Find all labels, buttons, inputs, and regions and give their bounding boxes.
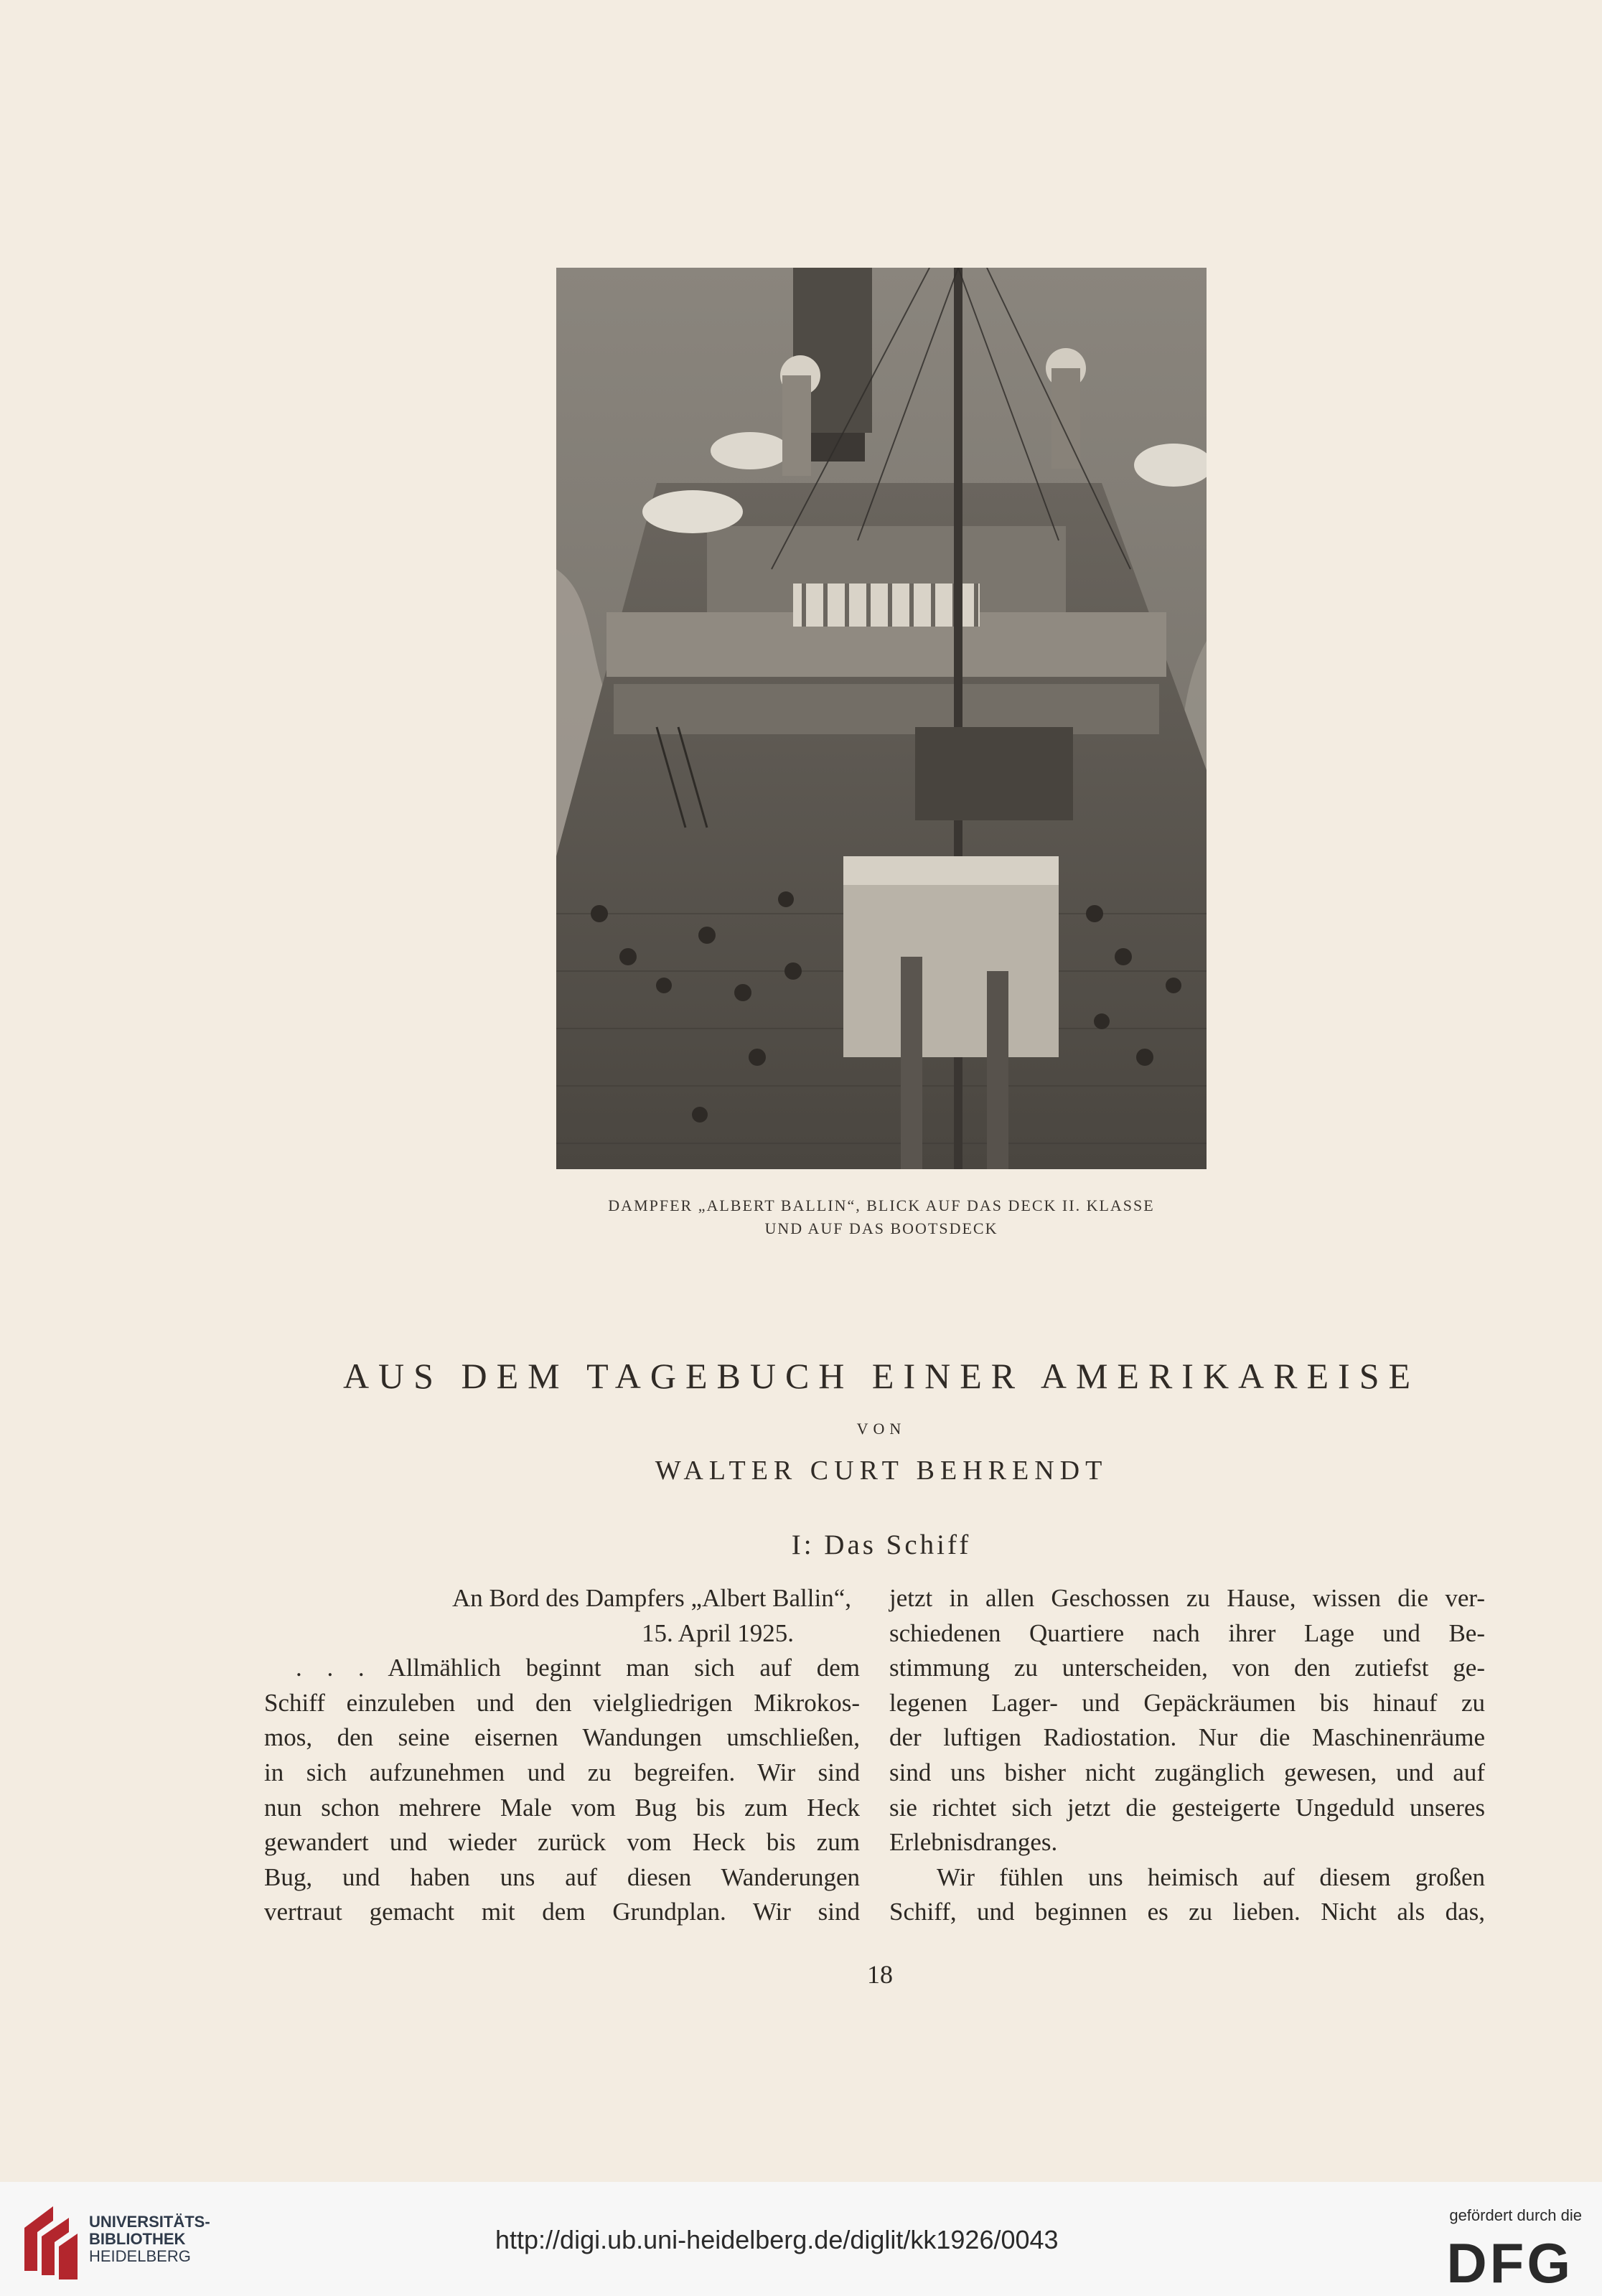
text-line: stimmung zu unterscheiden, von den zutiefst ge-: [889, 1654, 1485, 1682]
text-column-right: [889, 1581, 1485, 1930]
text-line: Schiff, und beginnen es zu lieben. Nicht als das,: [889, 1898, 1485, 1926]
text-line: schiedenen Quartiere nach ihrer Lage und Be-: [889, 1618, 1485, 1647]
text-line: legenen Lager- und Gepäckräumen bis hinauf zu: [889, 1688, 1485, 1717]
text-line: Schiff einzuleben und den vielgliedrigen Mikrokos-: [264, 1688, 860, 1717]
text-line: Bug, und haben uns auf diesen Wanderungen: [264, 1862, 860, 1891]
digitization-footer: [0, 2182, 1602, 2296]
ship-deck-photograph: [556, 268, 1207, 1169]
section-heading: I: Das Schiff: [791, 1529, 972, 1560]
library-name-line-2: BIBLIOTHEK: [89, 2230, 186, 2248]
article-title: AUS DEM TAGEBUCH EINER AMERIKAREISE: [342, 1356, 1420, 1396]
library-logo-icon: [17, 2199, 82, 2279]
byline-von: VON: [856, 1420, 907, 1438]
text-line: sind uns bisher nicht zugänglich gewesen, und auf: [889, 1758, 1485, 1786]
figure-caption: [502, 1194, 1260, 1240]
library-name-line-1: UNIVERSITÄTS-: [89, 2213, 210, 2231]
text-line: Erlebnisdranges.: [889, 1828, 1058, 1857]
dateline-date: 15. April 1925.: [642, 1618, 794, 1647]
ship-deck-photo-illustration: [556, 268, 1207, 1169]
text-line: gewandert und wieder zurück vom Heck bis zum: [264, 1828, 860, 1857]
text-line: in sich aufzunehmen und zu begreifen. Wir sind: [264, 1758, 860, 1786]
text-line: jetzt in allen Geschossen zu Hause, wissen die ver-: [889, 1584, 1485, 1612]
library-name-line-3: HEIDELBERG: [89, 2247, 191, 2265]
source-url-link[interactable]: http://digi.ub.uni-heidelberg.de/diglit/kk1926/0043: [495, 2225, 1059, 2254]
dateline-place: An Bord des Dampfers „Albert Ballin“,: [452, 1584, 851, 1612]
library-name: [89, 2213, 210, 2265]
dfg-logo: DFG: [1446, 2231, 1573, 2295]
text-line: Wir fühlen uns heimisch auf diesem großen: [937, 1862, 1485, 1891]
caption-line-2: UND AUF DAS BOOTSDECK: [764, 1219, 998, 1237]
author-name: WALTER CURT BEHRENDT: [655, 1456, 1108, 1486]
text-line: mos, den seine eisernen Wandungen umschließen,: [264, 1723, 860, 1752]
page-number: 18: [867, 1960, 893, 1989]
caption-line-1: DAMPFER „ALBERT BALLIN“, BLICK AUF DAS DECK II. KLASSE: [608, 1196, 1155, 1214]
text-line: nun schon mehrere Male vom Bug bis zum Heck: [264, 1793, 860, 1822]
text-line: . . . Allmählich beginnt man sich auf dem: [296, 1654, 860, 1682]
funded-by-label: gefördert durch die: [1449, 2206, 1582, 2224]
text-line: der luftigen Radiostation. Nur die Maschinenräume: [889, 1723, 1485, 1752]
text-line: vertraut gemacht mit dem Grundplan. Wir sind: [264, 1898, 860, 1926]
text-column-left: [264, 1581, 860, 1930]
text-line: sie richtet sich jetzt die gesteigerte Ungeduld unseres: [889, 1793, 1485, 1822]
